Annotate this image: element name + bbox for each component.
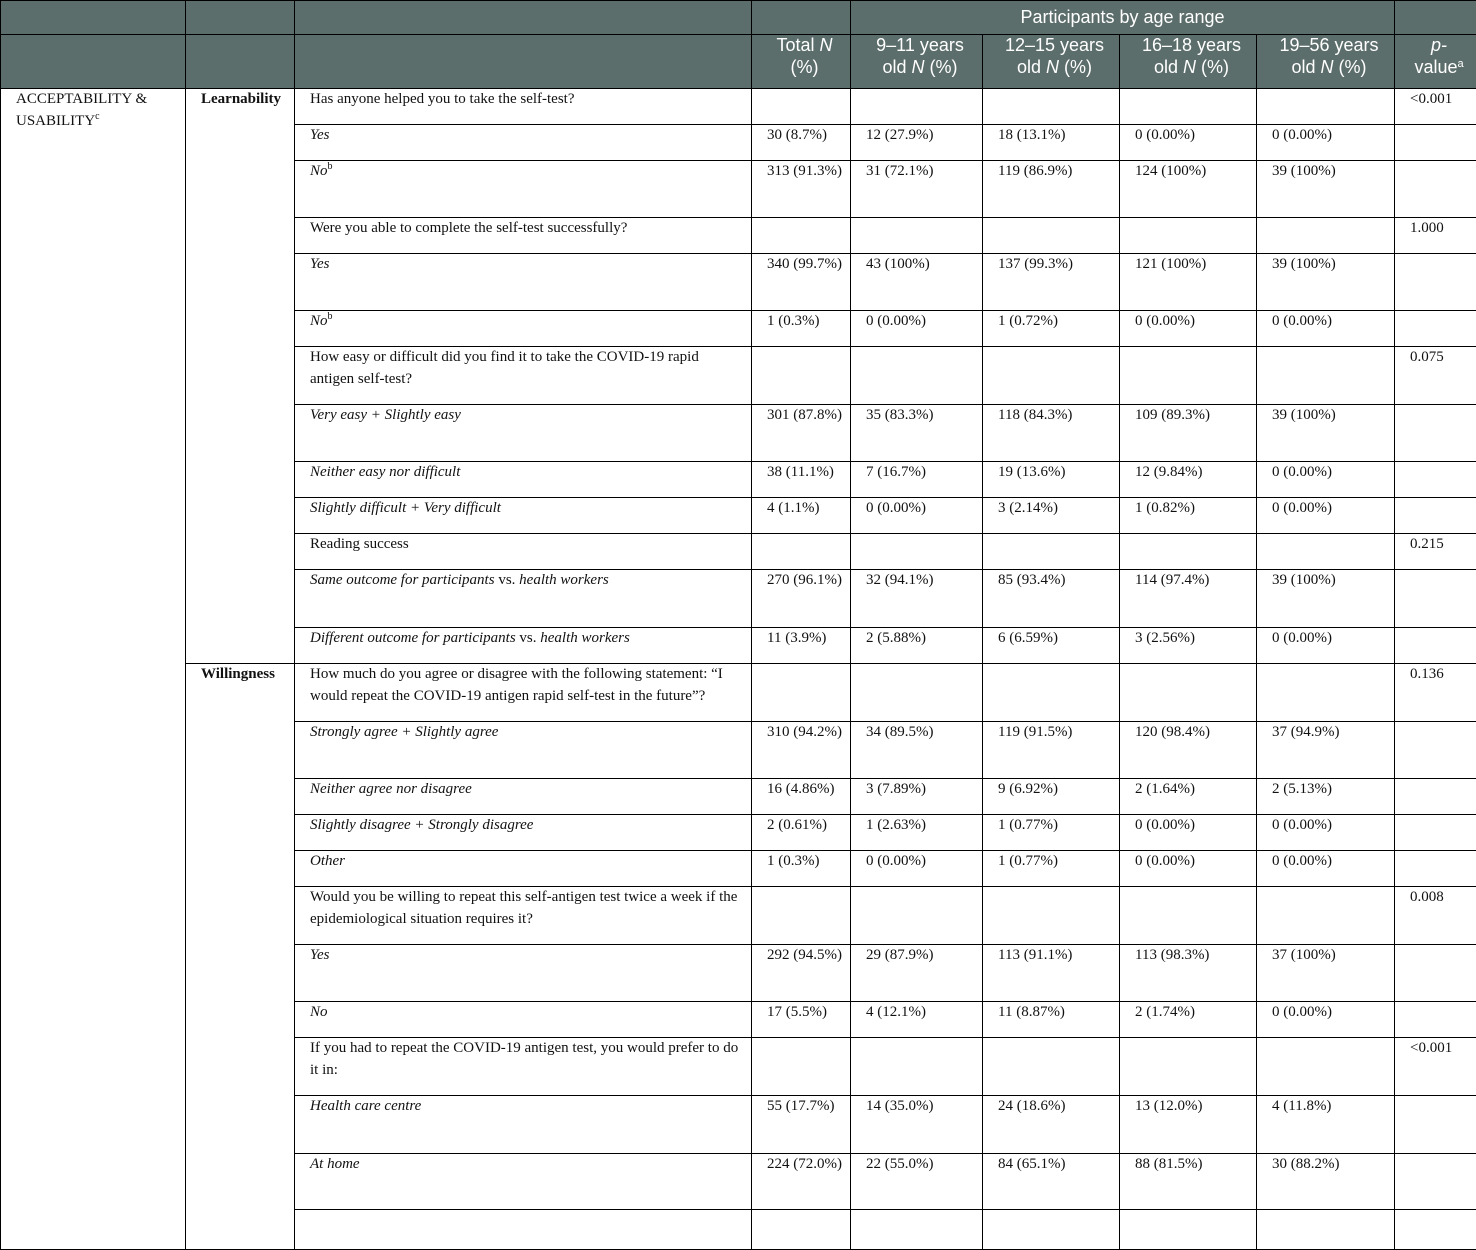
age-16-18-value: 121 (100%) <box>1120 254 1257 311</box>
empty-cell <box>752 534 851 570</box>
age-19-56-value: 0 (0.00%) <box>1257 498 1395 534</box>
answer-text: Very easy + Slightly easy <box>310 407 461 423</box>
age-range-group-header: Participants by age range <box>851 1 1395 35</box>
p-value: <0.001 <box>1395 1038 1476 1096</box>
total-value: 55 (17.7%) <box>752 1096 851 1154</box>
total-value: 224 (72.0%) <box>752 1154 851 1210</box>
age-19-56-column-header: 19–56 years old N (%) <box>1257 35 1395 89</box>
age-9-11-value: 0 (0.00%) <box>851 851 983 887</box>
age-16-18-value: 0 (0.00%) <box>1120 851 1257 887</box>
total-value: 38 (11.1%) <box>752 462 851 498</box>
answer-text: Health care centre <box>310 1098 421 1114</box>
subdomain-learnability: Learnability <box>186 89 295 664</box>
empty-cell <box>1395 1002 1476 1038</box>
table-body <box>1 89 1476 1250</box>
age-12-15-value: 19 (13.6%) <box>983 462 1120 498</box>
age-12-15-value: 24 (18.6%) <box>983 1096 1120 1154</box>
age-19-56-value: 30 (88.2%) <box>1257 1154 1395 1210</box>
answer-text: Neither easy nor difficult <box>310 464 460 480</box>
age-19-56-value: 0 (0.00%) <box>1257 311 1395 347</box>
age-16-18-value: 109 (89.3%) <box>1120 405 1257 462</box>
age-12-15-value: 119 (86.9%) <box>983 161 1120 218</box>
footnote-marker: c <box>95 111 99 122</box>
answer-text: No <box>310 1004 328 1020</box>
answer-label <box>295 779 752 815</box>
header-empty-cell <box>1 1 186 35</box>
empty-cell <box>1395 1154 1476 1210</box>
empty-cell <box>1120 534 1257 570</box>
empty-cell <box>851 1038 983 1096</box>
total-value: 2 (0.61%) <box>752 815 851 851</box>
question-text: Would you be willing to repeat this self-antigen test twice a week if the epidemiological situation requires it? <box>295 887 752 945</box>
answer-text: Yes <box>310 127 329 143</box>
empty-cell <box>1395 628 1476 664</box>
empty-cell <box>1120 664 1257 722</box>
empty-cell <box>851 534 983 570</box>
age-9-11-column-header: 9–11 years old N (%) <box>851 35 983 89</box>
empty-cell <box>983 887 1120 945</box>
answer-text-tail: health workers <box>540 630 630 646</box>
footnote-marker: b <box>328 161 333 172</box>
total-value: 11 (3.9%) <box>752 628 851 664</box>
question-row <box>1 664 1476 722</box>
header-empty-cell <box>1 35 186 89</box>
empty-cell <box>983 1210 1120 1250</box>
age-19-56-value: 39 (100%) <box>1257 405 1395 462</box>
subdomain-willingness: Willingness <box>186 664 295 1250</box>
age-16-18-value: 0 (0.00%) <box>1120 311 1257 347</box>
total-value: 292 (94.5%) <box>752 945 851 1002</box>
total-value: 16 (4.86%) <box>752 779 851 815</box>
answer-text: Slightly disagree + Strongly disagree <box>310 817 533 833</box>
age-19-56-value: 0 (0.00%) <box>1257 125 1395 161</box>
age-9-11-value: 3 (7.89%) <box>851 779 983 815</box>
age-9-11-value: 32 (94.1%) <box>851 570 983 628</box>
header-empty-cell <box>295 35 752 89</box>
answer-label <box>295 311 752 347</box>
answer-label <box>295 405 752 462</box>
age-12-15-value: 137 (99.3%) <box>983 254 1120 311</box>
age-19-56-value: 0 (0.00%) <box>1257 851 1395 887</box>
question-text: How much do you agree or disagree with the following statement: “I would repeat the COVID-19 antigen rapid self-test in the future”? <box>295 664 752 722</box>
age-19-56-value: 2 (5.13%) <box>1257 779 1395 815</box>
empty-cell <box>851 89 983 125</box>
empty-cell <box>1257 664 1395 722</box>
empty-cell <box>1257 534 1395 570</box>
p-value: 0.215 <box>1395 534 1476 570</box>
header-empty-cell <box>752 1 851 35</box>
answer-label <box>295 254 752 311</box>
answer-label <box>295 851 752 887</box>
empty-cell <box>752 664 851 722</box>
age-9-11-value: 34 (89.5%) <box>851 722 983 779</box>
age-16-18-value: 0 (0.00%) <box>1120 815 1257 851</box>
answer-text: At home <box>310 1156 360 1172</box>
domain-label <box>1 89 186 1250</box>
total-value: 340 (99.7%) <box>752 254 851 311</box>
age-16-18-value: 114 (97.4%) <box>1120 570 1257 628</box>
empty-cell <box>851 887 983 945</box>
total-value: 4 (1.1%) <box>752 498 851 534</box>
empty-cell <box>1120 89 1257 125</box>
empty-cell <box>851 1210 983 1250</box>
age-9-11-value: 0 (0.00%) <box>851 498 983 534</box>
answer-label <box>295 945 752 1002</box>
age-12-15-value: 9 (6.92%) <box>983 779 1120 815</box>
answer-text: Neither agree nor disagree <box>310 781 472 797</box>
age-9-11-value: 29 (87.9%) <box>851 945 983 1002</box>
empty-cell <box>983 534 1120 570</box>
age-9-11-value: 14 (35.0%) <box>851 1096 983 1154</box>
empty-cell <box>1257 218 1395 254</box>
empty-cell <box>1395 125 1476 161</box>
empty-cell <box>1120 347 1257 405</box>
age-9-11-value: 31 (72.1%) <box>851 161 983 218</box>
answer-text: Strongly agree + Slightly agree <box>310 724 498 740</box>
age-19-56-value: 0 (0.00%) <box>1257 462 1395 498</box>
empty-cell <box>1120 887 1257 945</box>
empty-cell <box>983 664 1120 722</box>
age-12-15-value: 6 (6.59%) <box>983 628 1120 664</box>
answer-label <box>295 628 752 664</box>
header-empty-cell <box>295 1 752 35</box>
age-12-15-value: 85 (93.4%) <box>983 570 1120 628</box>
answer-text-vs: vs. <box>498 572 515 588</box>
p-value: 0.075 <box>1395 347 1476 405</box>
empty-cell <box>1257 887 1395 945</box>
age-19-56-value: 0 (0.00%) <box>1257 628 1395 664</box>
age-12-15-value: 3 (2.14%) <box>983 498 1120 534</box>
age-9-11-value: 7 (16.7%) <box>851 462 983 498</box>
age-9-11-value: 2 (5.88%) <box>851 628 983 664</box>
total-value: 1 (0.3%) <box>752 311 851 347</box>
question-text: Reading success <box>295 534 752 570</box>
age-19-56-value: 37 (94.9%) <box>1257 722 1395 779</box>
age-9-11-value: 0 (0.00%) <box>851 311 983 347</box>
empty-cell <box>1120 1038 1257 1096</box>
age-16-18-value: 3 (2.56%) <box>1120 628 1257 664</box>
empty-cell <box>1395 161 1476 218</box>
answer-text: Slightly difficult + Very difficult <box>310 500 501 516</box>
empty-cell <box>752 1038 851 1096</box>
age-16-18-value: 120 (98.4%) <box>1120 722 1257 779</box>
age-19-56-value: 0 (0.00%) <box>1257 1002 1395 1038</box>
age-12-15-column-header: 12–15 years old N (%) <box>983 35 1120 89</box>
empty-cell <box>983 347 1120 405</box>
total-value: 301 (87.8%) <box>752 405 851 462</box>
age-16-18-value: 0 (0.00%) <box>1120 125 1257 161</box>
question-text: Has anyone helped you to take the self-test? <box>295 89 752 125</box>
answer-text: Same outcome for participants <box>310 572 495 588</box>
domain-label-line1: ACCEPTABILITY & <box>16 91 147 107</box>
answer-label <box>295 570 752 628</box>
empty-cell <box>851 218 983 254</box>
empty-cell <box>295 1210 752 1250</box>
question-text: If you had to repeat the COVID-19 antigen test, you would prefer to do it in: <box>295 1038 752 1096</box>
header-empty-cell <box>1395 1 1476 35</box>
empty-cell <box>983 89 1120 125</box>
empty-cell <box>1395 1210 1476 1250</box>
age-16-18-column-header: 16–18 years old N (%) <box>1120 35 1257 89</box>
age-12-15-value: 1 (0.72%) <box>983 311 1120 347</box>
p-value: <0.001 <box>1395 89 1476 125</box>
question-row <box>1 89 1476 125</box>
total-value: 313 (91.3%) <box>752 161 851 218</box>
empty-cell <box>1257 1210 1395 1250</box>
total-value: 17 (5.5%) <box>752 1002 851 1038</box>
answer-label <box>295 462 752 498</box>
age-19-56-value: 4 (11.8%) <box>1257 1096 1395 1154</box>
total-value: 270 (96.1%) <box>752 570 851 628</box>
age-9-11-value: 43 (100%) <box>851 254 983 311</box>
age-12-15-value: 1 (0.77%) <box>983 851 1120 887</box>
empty-cell <box>1257 1038 1395 1096</box>
age-16-18-value: 12 (9.84%) <box>1120 462 1257 498</box>
header-empty-cell <box>186 1 295 35</box>
age-12-15-value: 119 (91.5%) <box>983 722 1120 779</box>
empty-cell <box>1257 347 1395 405</box>
age-9-11-value: 4 (12.1%) <box>851 1002 983 1038</box>
empty-cell <box>1395 254 1476 311</box>
empty-cell <box>983 218 1120 254</box>
age-16-18-value: 1 (0.82%) <box>1120 498 1257 534</box>
age-12-15-value: 118 (84.3%) <box>983 405 1120 462</box>
age-19-56-value: 37 (100%) <box>1257 945 1395 1002</box>
table-header <box>1 1 1476 89</box>
age-19-56-value: 39 (100%) <box>1257 254 1395 311</box>
age-12-15-value: 18 (13.1%) <box>983 125 1120 161</box>
age-9-11-value: 12 (27.9%) <box>851 125 983 161</box>
empty-cell <box>1120 1210 1257 1250</box>
empty-cell <box>752 89 851 125</box>
age-16-18-value: 13 (12.0%) <box>1120 1096 1257 1154</box>
answer-label <box>295 1154 752 1210</box>
answer-text: Different outcome for participants <box>310 630 516 646</box>
answer-text: Yes <box>310 947 329 963</box>
empty-cell <box>1395 311 1476 347</box>
age-16-18-value: 88 (81.5%) <box>1120 1154 1257 1210</box>
answer-label <box>295 815 752 851</box>
empty-cell <box>1395 570 1476 628</box>
answer-text-tail: health workers <box>519 572 609 588</box>
empty-cell <box>1395 779 1476 815</box>
age-16-18-value: 124 (100%) <box>1120 161 1257 218</box>
p-value-column-header: p- value$^a$ <box>1395 35 1476 89</box>
age-19-56-value: 0 (0.00%) <box>1257 815 1395 851</box>
empty-cell <box>1395 1096 1476 1154</box>
age-19-56-value: 39 (100%) <box>1257 161 1395 218</box>
answer-label <box>295 1002 752 1038</box>
age-16-18-value: 113 (98.3%) <box>1120 945 1257 1002</box>
total-value: 310 (94.2%) <box>752 722 851 779</box>
age-9-11-value: 1 (2.63%) <box>851 815 983 851</box>
p-value: 1.000 <box>1395 218 1476 254</box>
age-16-18-value: 2 (1.74%) <box>1120 1002 1257 1038</box>
empty-cell <box>851 664 983 722</box>
age-12-15-value: 11 (8.87%) <box>983 1002 1120 1038</box>
answer-text: No <box>310 163 328 179</box>
empty-cell <box>752 1210 851 1250</box>
header-empty-cell <box>186 35 295 89</box>
question-text: Were you able to complete the self-test successfully? <box>295 218 752 254</box>
age-9-11-value: 35 (83.3%) <box>851 405 983 462</box>
total-value: 1 (0.3%) <box>752 851 851 887</box>
age-19-56-value: 39 (100%) <box>1257 570 1395 628</box>
empty-cell <box>752 218 851 254</box>
age-16-18-value: 2 (1.64%) <box>1120 779 1257 815</box>
age-12-15-value: 84 (65.1%) <box>983 1154 1120 1210</box>
answer-label <box>295 125 752 161</box>
total-column-header: Total N (%) <box>752 35 851 89</box>
question-text: How easy or difficult did you find it to take the COVID-19 rapid antigen self-test? <box>295 347 752 405</box>
age-12-15-value: 1 (0.77%) <box>983 815 1120 851</box>
total-value: 30 (8.7%) <box>752 125 851 161</box>
empty-cell <box>1395 405 1476 462</box>
empty-cell <box>1120 218 1257 254</box>
empty-cell <box>1395 945 1476 1002</box>
answer-label <box>295 1096 752 1154</box>
footnote-marker: b <box>328 311 333 322</box>
empty-cell <box>1395 498 1476 534</box>
answer-label <box>295 161 752 218</box>
empty-cell <box>1257 89 1395 125</box>
empty-cell <box>752 887 851 945</box>
empty-cell <box>1395 462 1476 498</box>
empty-cell <box>983 1038 1120 1096</box>
answer-label <box>295 498 752 534</box>
p-value: 0.008 <box>1395 887 1476 945</box>
empty-cell <box>1395 851 1476 887</box>
age-12-15-value: 113 (91.1%) <box>983 945 1120 1002</box>
domain-label-line2: USABILITY <box>16 113 95 129</box>
age-9-11-value: 22 (55.0%) <box>851 1154 983 1210</box>
answer-label <box>295 722 752 779</box>
empty-cell <box>1395 815 1476 851</box>
answer-text: No <box>310 313 328 329</box>
answer-text-vs: vs. <box>519 630 536 646</box>
p-value: 0.136 <box>1395 664 1476 722</box>
empty-cell <box>1395 722 1476 779</box>
answer-text: Yes <box>310 256 329 272</box>
answer-text: Other <box>310 853 345 869</box>
empty-cell <box>851 347 983 405</box>
empty-cell <box>752 347 851 405</box>
